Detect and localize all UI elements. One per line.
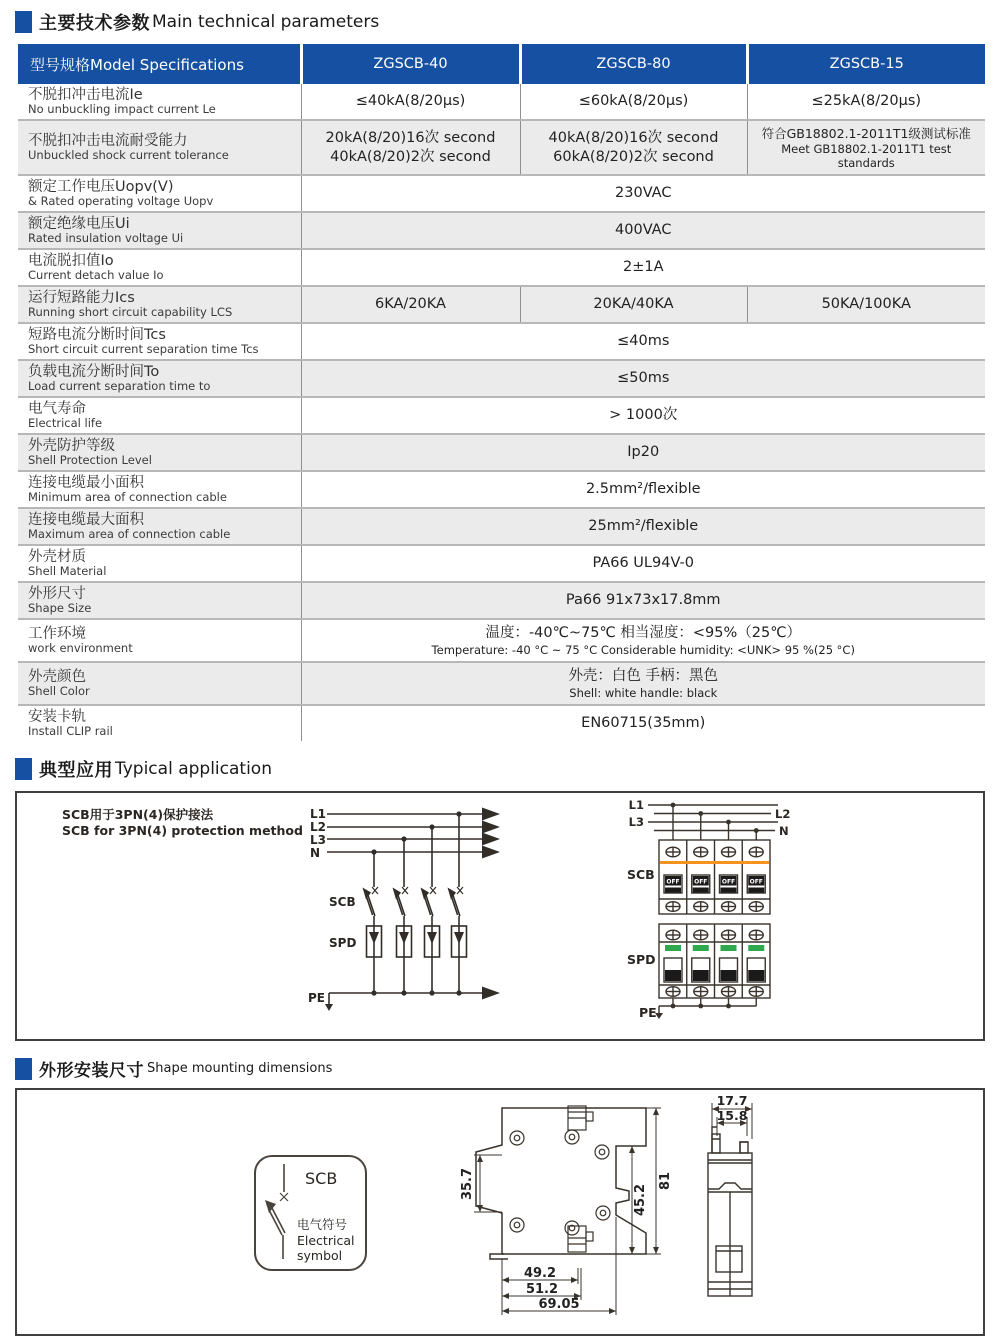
side-profile-drawing xyxy=(460,1100,692,1328)
phase-labels xyxy=(308,807,356,1005)
spec-value: ≤40ms xyxy=(301,323,985,360)
spd-device-symbols xyxy=(367,916,467,993)
spec-value: 25mm²/flexible xyxy=(301,508,985,545)
phase-label-n: N xyxy=(779,824,789,838)
spec-row xyxy=(18,662,985,705)
scb-label: SCB xyxy=(329,895,356,909)
section1-title-en: Main technical parameters xyxy=(152,12,380,32)
spec-value: 6KA/20KA xyxy=(301,286,520,323)
symbol-title: SCB xyxy=(305,1169,338,1188)
spec-value: 外壳：白色 手柄：黑色 Shell: white handle: black xyxy=(301,662,985,705)
spec-row-label: 不脱扣冲击电流耐受能力 Unbuckled shock current tolerance xyxy=(18,120,301,175)
spec-row xyxy=(18,434,985,471)
device-illustration xyxy=(618,795,886,1031)
typical-application-figure xyxy=(15,791,985,1041)
section-mounting-dimensions xyxy=(15,1056,1000,1081)
symbol-caption-cn: 电气符号 xyxy=(297,1217,348,1232)
section3-title-cn: 外形安装尺寸 xyxy=(39,1061,144,1081)
phase-label-n: N xyxy=(310,846,321,860)
spec-value: ≤50ms xyxy=(301,360,985,397)
spec-row-label: 电流脱扣值Io Current detach value Io xyxy=(18,249,301,286)
spec-value: EN60715(35mm) xyxy=(301,705,985,741)
spec-table-body xyxy=(18,84,985,741)
spec-row xyxy=(18,619,985,662)
pe-bus xyxy=(325,987,500,1012)
spec-row xyxy=(18,397,985,434)
off-label: OFF xyxy=(666,878,680,886)
spec-row xyxy=(18,360,985,397)
dim-15-8: 15.8 xyxy=(716,1108,748,1123)
symbol-caption-en1: Electrical xyxy=(297,1233,355,1248)
application-note-en: SCB for 3PN(4) protection method xyxy=(62,823,303,838)
section2-title-cn: 典型应用 xyxy=(39,760,113,781)
spec-header-label: 型号规格Model Specifications xyxy=(18,44,301,84)
dim-35-7: 35.7 xyxy=(460,1167,475,1201)
spec-header-model-1: ZGSCB-40 xyxy=(301,44,520,84)
scb-switch-symbols xyxy=(363,887,464,916)
spec-row xyxy=(18,705,985,741)
spec-value: Ip20 xyxy=(301,434,985,471)
section-bullet-icon xyxy=(15,11,32,33)
spec-row xyxy=(18,175,985,212)
section2-title-en: Typical application xyxy=(115,759,272,779)
device-pe-bus xyxy=(655,998,756,1019)
spd-status-window xyxy=(721,945,737,951)
spec-value: 20kA(8/20)16次 second 40kA(8/20)2次 second xyxy=(301,120,520,175)
front-body xyxy=(708,1127,752,1296)
spec-row xyxy=(18,323,985,360)
side-profile-outline xyxy=(476,1108,646,1254)
section3-title-en: Shape mounting dimensions xyxy=(147,1061,333,1076)
spec-row xyxy=(18,545,985,582)
off-label: OFF xyxy=(694,878,708,886)
spd-label: SPD xyxy=(627,952,656,967)
spec-row-label: 短路电流分断时间Tcs Short circuit current separation time Tcs xyxy=(18,323,301,360)
spec-value: ≤60kA(8/20μs) xyxy=(520,84,747,120)
spec-row xyxy=(18,582,985,619)
spec-value: 温度：-40℃~75℃ 相当湿度：<95%（25℃） Temperature: -40 °C ~ 75 °C Considerable humidity: <UNK> 95 %(25 °C) xyxy=(301,619,985,662)
front-view-drawing xyxy=(700,1094,800,1328)
spec-row-label: 电气寿命 Electrical life xyxy=(18,397,301,434)
tap-verticals xyxy=(371,811,461,887)
spec-value: 符合GB18802.1-2011T1级测试标准 Meet GB18802.1-2011T1 test standards xyxy=(747,120,985,175)
phase-label-l3: L3 xyxy=(310,833,326,847)
dim-17-7: 17.7 xyxy=(716,1093,748,1108)
phase-label-l3: L3 xyxy=(628,815,644,829)
terminal-clamps xyxy=(568,1106,593,1252)
wiring-schematic xyxy=(305,795,517,1035)
scb-label: SCB xyxy=(627,867,655,882)
spec-header-model-3: ZGSCB-15 xyxy=(747,44,985,84)
spec-row xyxy=(18,212,985,249)
spec-row-label: 运行短路能力Ics Running short circuit capability LCS xyxy=(18,286,301,323)
spec-value: 50KA/100KA xyxy=(747,286,985,323)
phase-label-l1: L1 xyxy=(310,807,326,821)
ground-icon xyxy=(325,993,333,1011)
off-label: OFF xyxy=(749,878,763,886)
symbol-switch-glyph xyxy=(265,1164,288,1259)
spec-row xyxy=(18,508,985,545)
spec-row xyxy=(18,120,985,175)
symbol-caption-en2: symbol xyxy=(297,1248,343,1263)
device-phase-lines xyxy=(648,803,778,840)
scb-orange-stripe xyxy=(660,861,769,864)
spec-value: Pa66 91x73x17.8mm xyxy=(301,582,985,619)
device-phase-labels xyxy=(627,798,790,1020)
dim-49-2: 49.2 xyxy=(523,1266,557,1281)
spec-value: 400VAC xyxy=(301,212,985,249)
spec-value: 2.5mm²/flexible xyxy=(301,471,985,508)
spd-unit xyxy=(659,924,770,998)
spec-row-label: 外形尺寸 Shape Size xyxy=(18,582,301,619)
spec-row xyxy=(18,471,985,508)
spec-row-label: 连接电缆最小面积 Minimum area of connection cable xyxy=(18,471,301,508)
section-bullet-icon xyxy=(15,758,32,780)
dim-51-2: 51.2 xyxy=(525,1282,559,1297)
dim-69-05: 69.05 xyxy=(538,1297,580,1312)
section1-title-cn: 主要技术参数 xyxy=(39,13,150,34)
off-label: OFF xyxy=(721,878,736,886)
spec-table xyxy=(18,44,985,741)
spec-value: 230VAC xyxy=(301,175,985,212)
mounting-dimensions-figure xyxy=(15,1088,985,1336)
pe-label: PE xyxy=(308,991,325,1005)
electrical-symbol-badge xyxy=(253,1154,388,1279)
spec-row-label: 额定绝缘电压Ui Rated insulation voltage Ui xyxy=(18,212,301,249)
spec-row xyxy=(18,286,985,323)
spec-value: 2±1A xyxy=(301,249,985,286)
spec-value: 40kA(8/20)16次 second 60kA(8/20)2次 second xyxy=(520,120,747,175)
spec-header-row xyxy=(18,44,985,84)
spec-row-label: 外壳防护等级 Shell Protection Level xyxy=(18,434,301,471)
dim-45-2: 45.2 xyxy=(633,1183,648,1217)
phase-label-l2: L2 xyxy=(775,807,791,821)
spec-value: 20KA/40KA xyxy=(520,286,747,323)
scb-unit xyxy=(659,840,770,914)
spd-status-window xyxy=(665,945,681,951)
spec-header-model-2: ZGSCB-80 xyxy=(520,44,747,84)
spec-value: ≤25kA(8/20μs) xyxy=(747,84,985,120)
phase-label-l2: L2 xyxy=(310,820,326,834)
spec-value: ≤40kA(8/20μs) xyxy=(301,84,520,120)
spec-row-label: 外壳材质 Shell Material xyxy=(18,545,301,582)
spec-row-label: 外壳颜色 Shell Color xyxy=(18,662,301,705)
spec-row xyxy=(18,249,985,286)
section-bullet-icon xyxy=(15,1058,32,1080)
spec-value: > 1000次 xyxy=(301,397,985,434)
spd-status-window xyxy=(693,945,709,951)
datasheet-page xyxy=(0,9,1000,1312)
section-typical-application xyxy=(15,756,1000,782)
application-note xyxy=(62,807,303,839)
section-main-parameters xyxy=(15,9,1000,35)
spec-value: PA66 UL94V-0 xyxy=(301,545,985,582)
application-note-cn: SCB用于3PN(4)保护接法 xyxy=(62,807,214,822)
phase-label-l1: L1 xyxy=(628,798,644,812)
dim-81: 81 xyxy=(658,1171,673,1191)
spec-row-label: 安装卡轨 Install CLIP rail xyxy=(18,705,301,741)
spec-row-label: 负载电流分断时间To Load current separation time to xyxy=(18,360,301,397)
spec-row-label: 工作环境 work environment xyxy=(18,619,301,662)
spec-row-label: 额定工作电压Uopv(V) & Rated operating voltage Uopv xyxy=(18,175,301,212)
rivet-circles xyxy=(510,1130,610,1235)
spec-row xyxy=(18,84,985,120)
spec-row-label: 连接电缆最大面积 Maximum area of connection cable xyxy=(18,508,301,545)
spd-status-window xyxy=(748,945,764,951)
spd-label: SPD xyxy=(329,936,357,950)
phase-lines xyxy=(327,808,500,859)
pe-label: PE xyxy=(639,1005,657,1020)
spec-row-label: 不脱扣冲击电流Ie No unbuckling impact current Le xyxy=(28,87,216,116)
